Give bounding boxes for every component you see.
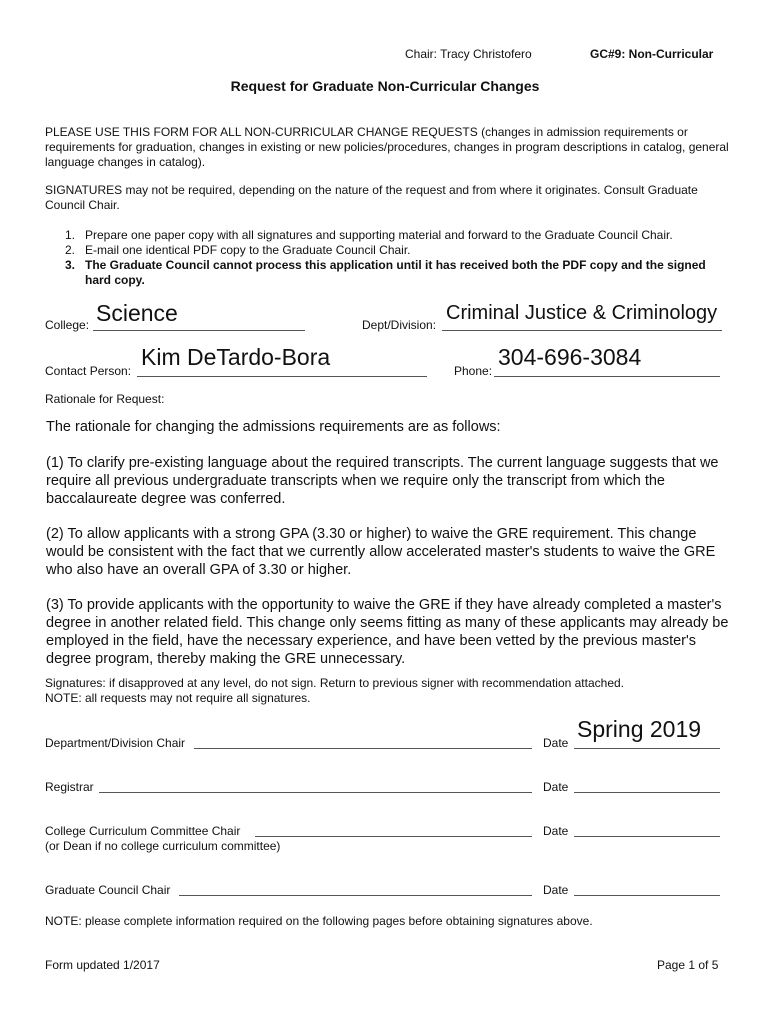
- date-label: Date: [543, 824, 569, 838]
- dept-chair-label: Department/Division Chair: [45, 736, 186, 750]
- college-committee-signature-line[interactable]: [255, 836, 532, 837]
- dept-chair-signature-line[interactable]: [194, 748, 532, 749]
- rationale-point: (1) To clarify pre-existing language about the required transcripts. The current language suggests that we require all previous undergraduate transcripts when we require only the transcript from which the baccalaureate degree was conferred.: [46, 455, 719, 507]
- step-number: 2.: [65, 243, 76, 257]
- step-item: [65, 258, 730, 288]
- college-label: College:: [45, 318, 90, 332]
- step-item: [65, 228, 730, 243]
- page-title: Request for Graduate Non-Curricular Changes: [230, 78, 540, 94]
- signatures-note: SIGNATURES may not be required, depending on the nature of the request and from where it originates. Consult Graduate Council Chair.: [45, 183, 698, 212]
- college-committee-note: (or Dean if no college curriculum committee): [45, 839, 281, 853]
- form-code: GC#9: Non-Curricular: [590, 47, 714, 61]
- step-text: E-mail one identical PDF copy to the Graduate Council Chair.: [85, 243, 411, 257]
- rationale-label: Rationale for Request:: [45, 392, 165, 406]
- dept-chair-date-line: [574, 748, 720, 749]
- rationale-point: (2) To allow applicants with a strong GPA (3.30 or higher) to waive the GRE requirement. This change would be consistent with the fact that we currently allow accelerated master's students to waive the GRE who also have an overall GPA of 3.30 or higher.: [46, 526, 716, 578]
- phone-line: [494, 376, 720, 377]
- bottom-note: NOTE: please complete information required on the following pages before obtaining signatures above.: [45, 914, 593, 928]
- form-updated: Form updated 1/2017: [45, 958, 160, 972]
- step-text: Prepare one paper copy with all signatures and supporting material and forward to the Graduate Council Chair.: [85, 228, 673, 242]
- college-field[interactable]: Science: [96, 300, 178, 326]
- registrar-date-line[interactable]: [574, 792, 720, 793]
- page-number: Page 1 of 5: [657, 958, 719, 972]
- dept-chair-date-field[interactable]: Spring 2019: [577, 716, 702, 742]
- instructions: PLEASE USE THIS FORM FOR ALL NON-CURRICULAR CHANGE REQUESTS (changes in admission requirements or requirements for graduation, changes in existing or new policies/procedures, changes in program descriptions in catalog, general language changes in catalog).: [45, 125, 729, 169]
- step-number: 1.: [65, 228, 76, 242]
- phone-field[interactable]: 304-696-3084: [498, 344, 642, 370]
- contact-field[interactable]: Kim DeTardo-Bora: [141, 344, 331, 370]
- step-item: [65, 243, 730, 258]
- grad-council-signature-line[interactable]: [179, 895, 532, 896]
- contact-line: [137, 376, 427, 377]
- signature-note-2: NOTE: all requests may not require all signatures.: [45, 691, 311, 705]
- dept-label: Dept/Division:: [362, 318, 437, 332]
- step-number: 3.: [65, 258, 76, 272]
- rationale-point: (3) To provide applicants with the opportunity to waive the GRE if they have already completed a master's degree in another related field. This change only seems fitting as many of these applicants may already be employed in the field, have the necessary experience, and have been vetted by the previous master's degree program, thereby making the GRE unnecessary.: [46, 597, 729, 667]
- rationale-intro: The rationale for changing the admissions requirements are as follows:: [46, 419, 501, 435]
- college-line: [93, 330, 305, 331]
- grad-council-date-line[interactable]: [574, 895, 720, 896]
- date-label: Date: [543, 780, 569, 794]
- step-text: The Graduate Council cannot process this application until it has received both the PDF copy and the signed hard copy.: [85, 258, 706, 287]
- registrar-label: Registrar: [45, 780, 94, 794]
- phone-label: Phone:: [454, 364, 493, 378]
- date-label: Date: [543, 736, 569, 750]
- chair-name: Chair: Tracy Christofero: [405, 47, 532, 61]
- registrar-signature-line[interactable]: [99, 792, 532, 793]
- college-committee-label: College Curriculum Committee Chair: [45, 824, 241, 838]
- college-committee-date-line[interactable]: [574, 836, 720, 837]
- signature-note-1: Signatures: if disapproved at any level, do not sign. Return to previous signer with recommendation attached.: [45, 676, 624, 690]
- contact-label: Contact Person:: [45, 364, 132, 378]
- date-label: Date: [543, 883, 569, 897]
- rationale-text[interactable]: [46, 418, 736, 668]
- dept-field[interactable]: Criminal Justice & Criminology: [446, 302, 718, 324]
- grad-council-label: Graduate Council Chair: [45, 883, 171, 897]
- steps-list: [65, 228, 730, 288]
- dept-line: [442, 330, 722, 331]
